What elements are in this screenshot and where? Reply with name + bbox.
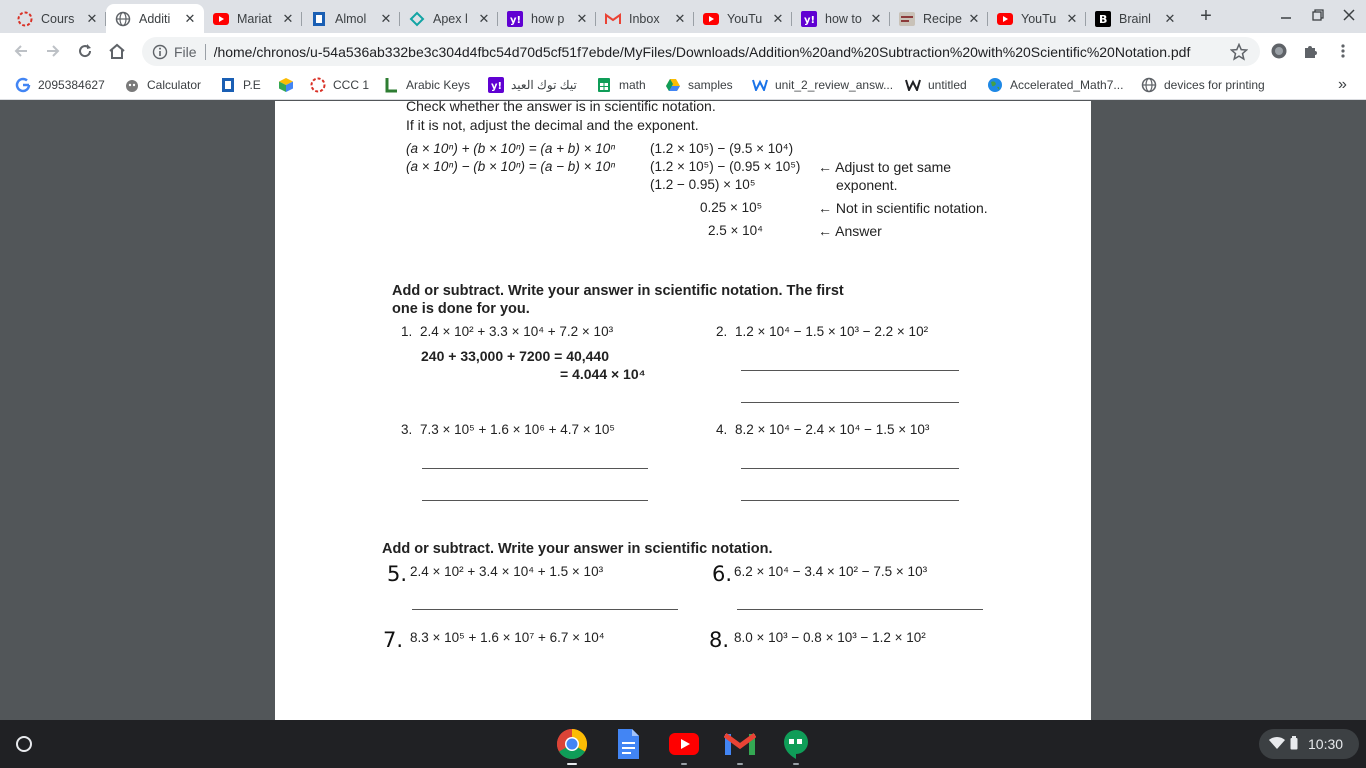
example-answer: 2.5 × 10⁴ (708, 223, 763, 238)
status-tray[interactable] (1259, 729, 1359, 759)
youtube-icon (703, 11, 719, 27)
scheme-label: File (174, 43, 197, 60)
bookmark-arabic-keys[interactable]: Arabic Keys (383, 76, 470, 94)
problem-8-expression: 8.0 × 10³ − 0.8 × 10³ − 1.2 × 10² (734, 630, 926, 645)
tab-mariat[interactable]: Mariat ✕ (204, 4, 302, 33)
answer-line (422, 468, 648, 469)
pdf-page (275, 101, 1091, 720)
bookmarks-bar (0, 70, 1366, 100)
problem-4-expression: 8.2 × 10⁴ − 2.4 × 10⁴ − 1.5 × 10³ (735, 422, 930, 437)
youtube-icon (213, 11, 229, 27)
bookmark-devices-for-printing[interactable]: devices for printing (1141, 76, 1265, 94)
battery-icon (1290, 736, 1298, 753)
example-step-4: 0.25 × 10⁵ (700, 200, 763, 215)
svg-text:y!: y! (491, 81, 503, 92)
bookmark-tiktok-eid[interactable]: y! تيك توك العيد (488, 76, 577, 94)
yahoo-icon (801, 11, 817, 27)
note-not-scientific: ← Not in scientific notation. (818, 200, 988, 216)
bookmark-unit2-review[interactable]: unit_2_review_answ... (752, 76, 893, 94)
problem-4-number: 4. (716, 422, 728, 437)
close-window-button[interactable] (1341, 8, 1357, 24)
bookmark-calculator[interactable]: Calculator (124, 76, 201, 94)
problem-7-number: 7. (383, 628, 404, 652)
bookmark-ccc1[interactable]: CCC 1 (310, 76, 369, 94)
tab-inbox[interactable]: Inbox ✕ (596, 4, 694, 33)
bookmarks-overflow-button[interactable]: » (1338, 76, 1347, 93)
bookmark-star-icon[interactable] (1230, 43, 1248, 61)
recipe-icon (899, 11, 915, 27)
launcher-icon[interactable] (11, 731, 37, 757)
problem-1-work: 240 + 33,000 + 7200 = 40,440 (421, 348, 610, 364)
tab-strip (0, 0, 1366, 33)
youtube-icon[interactable] (667, 727, 701, 761)
wiley-icon (752, 77, 768, 93)
reload-button[interactable] (74, 40, 96, 62)
problem-6-expression: 6.2 × 10⁴ − 3.4 × 10² − 7.5 × 10³ (734, 564, 928, 579)
tab-almol[interactable]: Almol ✕ (302, 4, 400, 33)
section1-heading-cont: one is done for you. (392, 301, 530, 317)
svg-text:y!: y! (804, 14, 816, 26)
close-icon[interactable]: ✕ (772, 10, 784, 26)
extension-icon[interactable] (1268, 40, 1290, 62)
docs-icon[interactable] (611, 727, 645, 761)
note-adjust: ← Adjust to get same (818, 159, 952, 175)
svg-text:B: B (1099, 12, 1108, 26)
tab-brainly[interactable]: B Brainl ✕ (1086, 4, 1184, 33)
new-tab-button[interactable]: + (1200, 5, 1212, 27)
drive-icon (665, 77, 681, 93)
intro-line-1: Check whether the answer is in scientific notation. (406, 101, 716, 114)
home-button[interactable] (106, 40, 128, 62)
bookmark-samples[interactable]: samples (665, 76, 733, 94)
close-icon[interactable]: ✕ (1164, 10, 1176, 26)
lexilogos-icon (383, 77, 399, 93)
problem-2-number: 2. (716, 324, 728, 339)
browser-toolbar (0, 33, 1366, 70)
bookmark-untitled[interactable]: untitled (905, 76, 967, 94)
globe-icon (1141, 77, 1157, 93)
menu-icon[interactable] (1332, 40, 1354, 62)
forward-button[interactable] (42, 40, 64, 62)
ccc-icon (17, 11, 33, 27)
yahoo-icon (507, 11, 523, 27)
problem-1-number: 1. (401, 324, 413, 339)
sheets-icon (596, 77, 612, 93)
close-icon[interactable]: ✕ (674, 10, 686, 26)
globe-icon (115, 11, 131, 27)
calculator-icon (124, 77, 140, 93)
brainly-icon (1095, 11, 1111, 27)
apex-icon (409, 11, 425, 27)
problem-5-number: 5. (387, 562, 408, 586)
tab-youtube-2[interactable]: YouTu ✕ (988, 4, 1086, 33)
answer-line (422, 500, 648, 501)
svg-text:y!: y! (510, 14, 522, 26)
wifi-icon (1269, 736, 1285, 753)
example-step-1: (1.2 × 10⁵) − (9.5 × 10⁴) (650, 141, 794, 156)
problem-2-expression: 1.2 × 10⁴ − 1.5 × 10³ − 2.2 × 10² (735, 324, 929, 339)
problem-7-expression: 8.3 × 10⁵ + 1.6 × 10⁷ + 6.7 × 10⁴ (410, 630, 605, 645)
tab-courses[interactable]: Cours ✕ (8, 4, 106, 33)
problem-1-expression: 2.4 × 10² + 3.3 × 10⁴ + 7.2 × 10³ (420, 324, 614, 339)
bookmark-accelerated-math7[interactable]: Accelerated_Math7... (987, 76, 1123, 94)
problem-6-number: 6. (712, 562, 733, 586)
answer-line (741, 500, 959, 501)
bookmark-pe[interactable]: P.E (220, 76, 261, 94)
close-icon[interactable]: ✕ (870, 10, 882, 26)
tab-youtube-1[interactable]: YouTu ✕ (694, 4, 792, 33)
close-icon[interactable]: ✕ (86, 10, 98, 26)
wiley-icon (905, 77, 921, 93)
problem-8-number: 8. (709, 628, 730, 652)
close-icon[interactable]: ✕ (968, 10, 980, 26)
info-icon[interactable] (152, 44, 168, 60)
example-step-2: (1.2 × 10⁵) − (0.95 × 10⁵) (650, 159, 801, 174)
close-icon[interactable]: ✕ (184, 10, 196, 26)
bookmark-math[interactable]: math (596, 76, 646, 94)
problem-3-number: 3. (401, 422, 413, 437)
section1-heading: Add or subtract. Write your answer in scientific notation. The first (392, 283, 844, 299)
note-adjust-cont: exponent. (836, 177, 898, 193)
answer-line (737, 609, 983, 610)
os-shelf (0, 720, 1366, 768)
tab-how-to[interactable]: y! how to ✕ (792, 4, 890, 33)
tab-how-p[interactable]: y! how p ✕ (498, 4, 596, 33)
globe-icon (987, 77, 1003, 93)
url-text[interactable]: /home/chronos/u-54a536ab332be3c304d4fbc54d70d5cf51f7ebde/MyFiles/Downloads/Addition%20and%20Subtraction%20with%20Scientific%20Notation.pdf (213, 43, 1191, 60)
note-answer: ← Answer (818, 223, 882, 239)
chrome-icon[interactable] (555, 727, 589, 761)
back-button[interactable] (10, 40, 32, 62)
close-icon[interactable]: ✕ (576, 10, 588, 26)
tab-addition-pdf[interactable]: Additi ✕ (106, 4, 204, 33)
clock: 10:30 (1308, 736, 1344, 752)
tab-recipe[interactable]: Recipe ✕ (890, 4, 988, 33)
address-bar[interactable] (142, 37, 1260, 66)
problem-5-expression: 2.4 × 10² + 3.4 × 10⁴ + 1.5 × 10³ (410, 564, 604, 579)
google-icon (15, 77, 31, 93)
close-icon[interactable]: ✕ (380, 10, 392, 26)
minimize-button[interactable] (1278, 8, 1294, 24)
cube-icon (278, 77, 294, 93)
ccc-icon (310, 77, 326, 93)
answer-line (412, 609, 678, 610)
rule-addition: (a × 10ⁿ) + (b × 10ⁿ) = (a + b) × 10ⁿ (406, 141, 616, 156)
restore-button[interactable] (1310, 8, 1326, 24)
book-icon (220, 77, 236, 93)
yahoo-icon (488, 77, 504, 93)
extensions-puzzle-icon[interactable] (1300, 40, 1322, 62)
book-icon (311, 11, 327, 27)
example-step-3: (1.2 − 0.95) × 10⁵ (650, 177, 756, 192)
answer-line (741, 370, 959, 371)
hangouts-icon[interactable] (779, 727, 813, 761)
answer-line (741, 402, 959, 403)
rule-subtraction: (a × 10ⁿ) − (b × 10ⁿ) = (a − b) × 10ⁿ (406, 159, 616, 174)
pdf-viewer (0, 101, 1366, 720)
problem-3-expression: 7.3 × 10⁵ + 1.6 × 10⁶ + 4.7 × 10⁵ (420, 422, 616, 437)
close-icon[interactable]: ✕ (282, 10, 294, 26)
close-icon[interactable]: ✕ (478, 10, 490, 26)
gmail-icon[interactable] (723, 727, 757, 761)
tab-apex[interactable]: Apex l ✕ (400, 4, 498, 33)
bookmark-2095384627[interactable]: 2095384627 (15, 76, 105, 94)
gmail-icon (605, 11, 621, 27)
answer-line (741, 468, 959, 469)
section2-heading: Add or subtract. Write your answer in scientific notation. (382, 541, 773, 557)
intro-line-2: If it is not, adjust the decimal and the exponent. (406, 117, 699, 133)
close-icon[interactable]: ✕ (1066, 10, 1078, 26)
youtube-icon (997, 11, 1013, 27)
problem-1-answer: = 4.044 × 10⁴ (560, 366, 646, 382)
bookmark-cube[interactable] (278, 76, 301, 94)
